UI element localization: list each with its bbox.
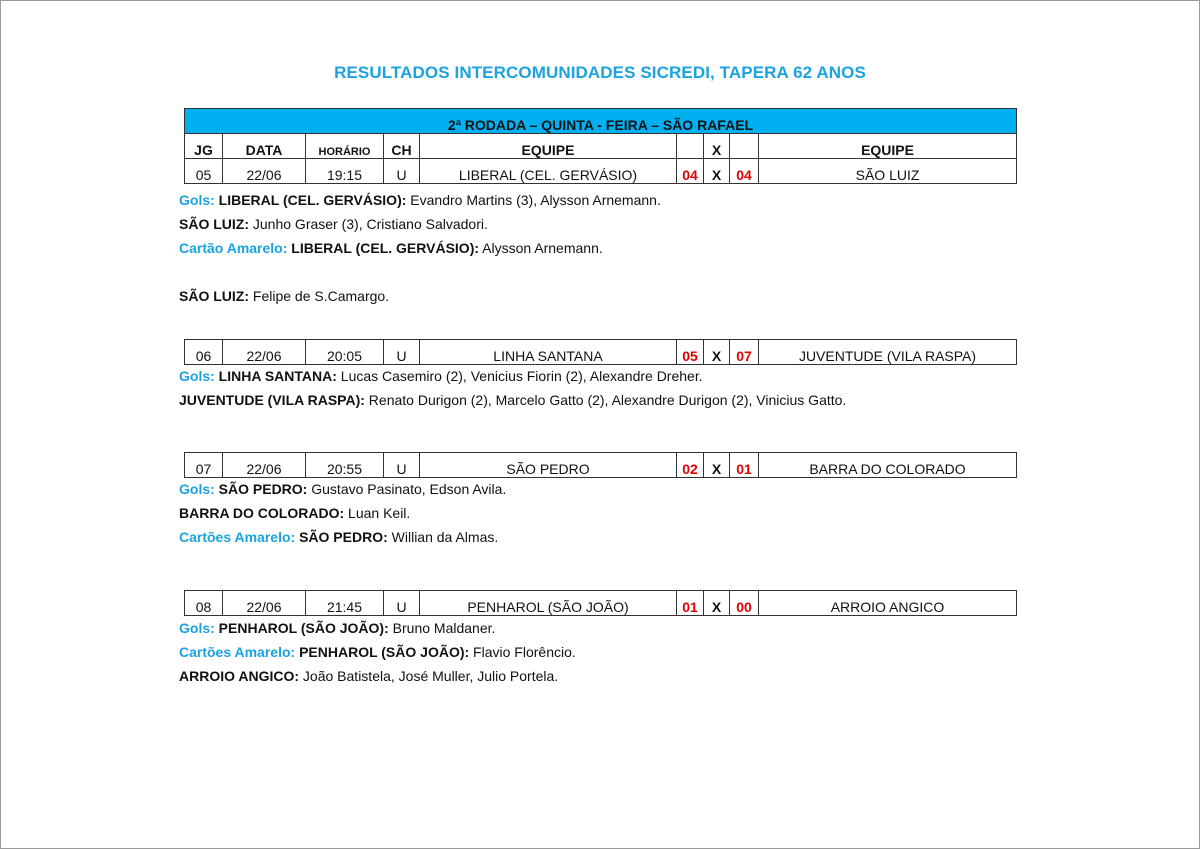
goals-label: Gols: bbox=[179, 368, 215, 384]
header-blank-away bbox=[730, 134, 759, 159]
match-home-team: LIBERAL (CEL. GERVÁSIO) bbox=[420, 159, 677, 184]
match-ch: U bbox=[384, 340, 420, 365]
header-equipe-away: EQUIPE bbox=[759, 134, 1017, 159]
goals-line-away bbox=[179, 212, 661, 236]
card-team: LIBERAL (CEL. GERVÁSIO): bbox=[291, 240, 480, 256]
card-players: Felipe de S.Camargo. bbox=[249, 288, 390, 304]
goals-line-away bbox=[179, 388, 846, 412]
page-title: RESULTADOS INTERCOMUNIDADES SICREDI, TAPERA 62 ANOS bbox=[334, 63, 866, 82]
match-away-score: 00 bbox=[730, 591, 759, 616]
match-row bbox=[185, 591, 1017, 616]
match-07-notes bbox=[179, 477, 506, 549]
goals-team: SÃO LUIZ: bbox=[179, 216, 249, 232]
card-label: Cartões Amarelo: bbox=[179, 644, 296, 660]
match-date: 22/06 bbox=[223, 591, 306, 616]
match-row bbox=[185, 159, 1017, 184]
match-ch: U bbox=[384, 159, 420, 184]
card-team: SÃO LUIZ: bbox=[179, 288, 249, 304]
column-header-row bbox=[185, 134, 1017, 159]
goals-line-home bbox=[179, 616, 576, 640]
blank-line bbox=[179, 260, 661, 284]
header-data: DATA bbox=[223, 134, 306, 159]
goals-label: Gols: bbox=[179, 481, 215, 497]
match-06-notes bbox=[179, 364, 846, 412]
match-05-notes bbox=[179, 188, 661, 308]
goals-scorers: Junho Graser (3), Cristiano Salvadori. bbox=[249, 216, 488, 232]
goals-scorers: Evandro Martins (3), Alysson Arnemann. bbox=[406, 192, 661, 208]
match-date: 22/06 bbox=[223, 340, 306, 365]
results-table-match-08 bbox=[184, 590, 1017, 616]
match-jg: 06 bbox=[185, 340, 223, 365]
goals-label: Gols: bbox=[179, 192, 215, 208]
results-table-match-07 bbox=[184, 452, 1017, 478]
card-line-home bbox=[179, 525, 506, 549]
card-players: Willian da Almas. bbox=[387, 529, 499, 545]
results-table-match-06 bbox=[184, 339, 1017, 365]
match-jg: 07 bbox=[185, 453, 223, 478]
goals-team: LIBERAL (CEL. GERVÁSIO): bbox=[218, 192, 407, 208]
match-jg: 08 bbox=[185, 591, 223, 616]
match-row bbox=[185, 340, 1017, 365]
header-horario: HORÁRIO bbox=[306, 134, 384, 159]
round-header-row bbox=[185, 109, 1017, 134]
match-date: 22/06 bbox=[223, 453, 306, 478]
match-time: 20:55 bbox=[306, 453, 384, 478]
card-line-home bbox=[179, 640, 576, 664]
goals-line-home bbox=[179, 364, 846, 388]
goals-line-home bbox=[179, 188, 661, 212]
goals-label: Gols: bbox=[179, 620, 215, 636]
match-x: X bbox=[704, 159, 730, 184]
match-time: 21:45 bbox=[306, 591, 384, 616]
match-away-team: JUVENTUDE (VILA RASPA) bbox=[759, 340, 1017, 365]
match-away-score: 07 bbox=[730, 340, 759, 365]
match-ch: U bbox=[384, 591, 420, 616]
match-x: X bbox=[704, 453, 730, 478]
goals-team: BARRA DO COLORADO: bbox=[179, 505, 345, 521]
match-away-team: SÃO LUIZ bbox=[759, 159, 1017, 184]
header-jg: JG bbox=[185, 134, 223, 159]
round-title: 2ª RODADA – QUINTA - FEIRA – SÃO RAFAEL bbox=[185, 109, 1017, 134]
match-x: X bbox=[704, 340, 730, 365]
match-home-score: 04 bbox=[677, 159, 704, 184]
match-jg: 05 bbox=[185, 159, 223, 184]
match-away-team: BARRA DO COLORADO bbox=[759, 453, 1017, 478]
card-line-home bbox=[179, 236, 661, 260]
match-ch: U bbox=[384, 453, 420, 478]
header-ch: CH bbox=[384, 134, 420, 159]
card-players: João Batistela, José Muller, Julio Portela. bbox=[299, 668, 559, 684]
match-home-team: LINHA SANTANA bbox=[420, 340, 677, 365]
match-home-team: SÃO PEDRO bbox=[420, 453, 677, 478]
match-away-team: ARROIO ANGICO bbox=[759, 591, 1017, 616]
card-line-away bbox=[179, 664, 576, 688]
goals-team: PENHAROL (SÃO JOÃO): bbox=[218, 620, 389, 636]
match-home-score: 05 bbox=[677, 340, 704, 365]
goals-scorers: Gustavo Pasinato, Edson Avila. bbox=[307, 481, 507, 497]
match-home-score: 01 bbox=[677, 591, 704, 616]
goals-scorers: Lucas Casemiro (2), Venicius Fiorin (2), Alexandre Dreher. bbox=[336, 368, 703, 384]
card-team: SÃO PEDRO: bbox=[299, 529, 388, 545]
card-team: PENHAROL (SÃO JOÃO): bbox=[299, 644, 470, 660]
goals-scorers: Renato Durigon (2), Marcelo Gatto (2), Alexandre Durigon (2), Vinicius Gatto. bbox=[364, 392, 847, 408]
match-home-team: PENHAROL (SÃO JOÃO) bbox=[420, 591, 677, 616]
card-label: Cartão Amarelo: bbox=[179, 240, 288, 256]
match-x: X bbox=[704, 591, 730, 616]
match-08-notes bbox=[179, 616, 576, 688]
match-time: 19:15 bbox=[306, 159, 384, 184]
match-away-score: 01 bbox=[730, 453, 759, 478]
match-date: 22/06 bbox=[223, 159, 306, 184]
match-time: 20:05 bbox=[306, 340, 384, 365]
card-line-away bbox=[179, 284, 661, 308]
goals-team: SÃO PEDRO: bbox=[218, 481, 308, 497]
header-x: X bbox=[704, 134, 730, 159]
match-away-score: 04 bbox=[730, 159, 759, 184]
card-players: Alysson Arnemann. bbox=[479, 240, 603, 256]
results-table-match-05 bbox=[184, 108, 1017, 184]
header-blank-home bbox=[677, 134, 704, 159]
card-team: ARROIO ANGICO: bbox=[179, 668, 300, 684]
goals-scorers: Luan Keil. bbox=[344, 505, 411, 521]
match-home-score: 02 bbox=[677, 453, 704, 478]
header-equipe-home: EQUIPE bbox=[420, 134, 677, 159]
goals-line-away bbox=[179, 501, 506, 525]
match-row bbox=[185, 453, 1017, 478]
goals-scorers: Bruno Maldaner. bbox=[388, 620, 496, 636]
goals-line-home bbox=[179, 477, 506, 501]
goals-team: LINHA SANTANA: bbox=[218, 368, 337, 384]
card-players: Flavio Florêncio. bbox=[469, 644, 576, 660]
card-label: Cartões Amarelo: bbox=[179, 529, 296, 545]
goals-team: JUVENTUDE (VILA RASPA): bbox=[179, 392, 365, 408]
